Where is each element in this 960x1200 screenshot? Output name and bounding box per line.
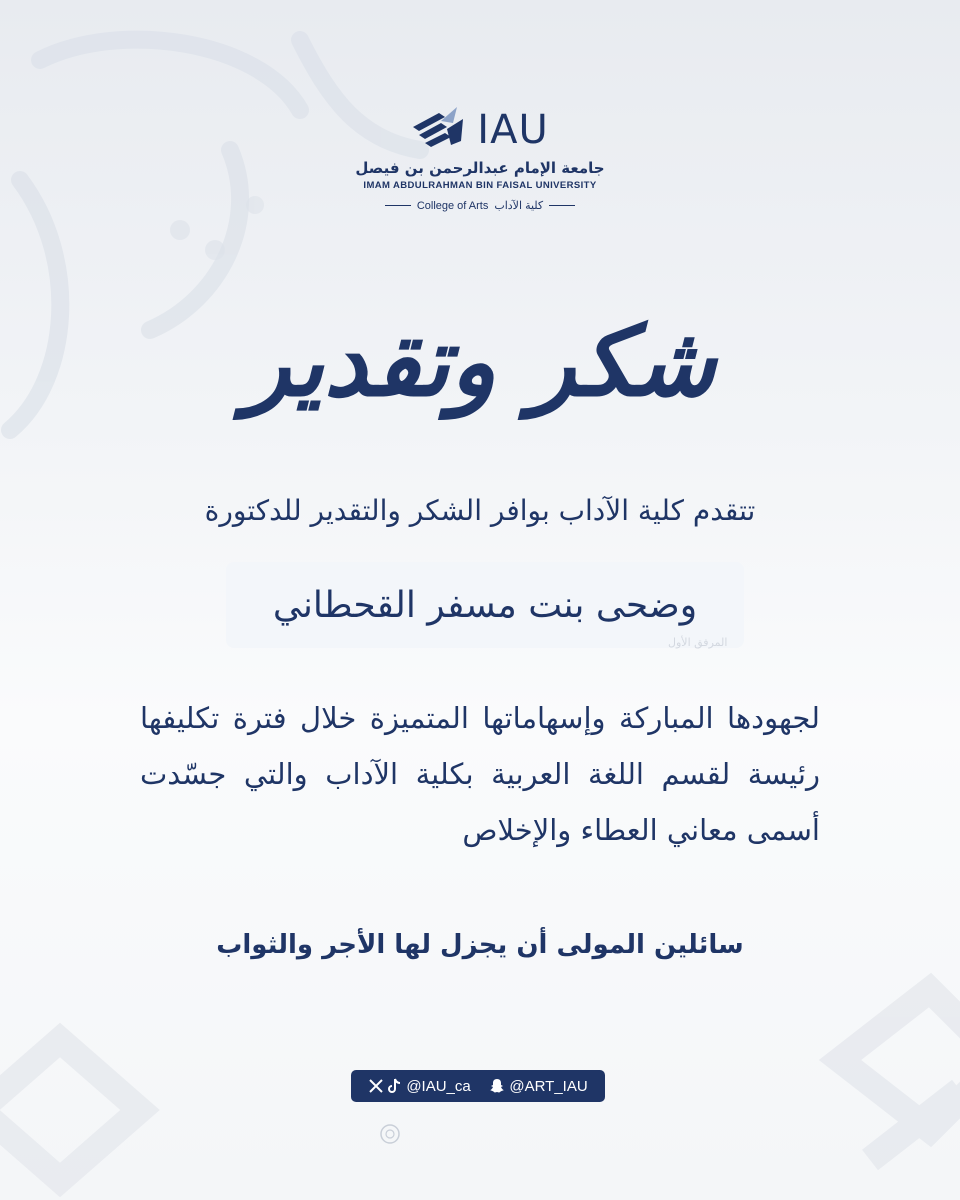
social-group-snapchat[interactable] [489, 1078, 587, 1095]
social-group-x-tiktok[interactable] [368, 1078, 470, 1095]
handle-iau-ca[interactable]: @IAU_ca [406, 1077, 471, 1095]
honoree-name-box [226, 562, 744, 648]
iau-emblem-icon [411, 105, 473, 155]
divider [385, 205, 411, 206]
seal-icon [379, 1123, 401, 1145]
handle-art-iau[interactable]: @ART_IAU [509, 1077, 588, 1095]
divider [549, 205, 575, 206]
logo-wordmark: IAU [477, 107, 549, 153]
snapchat-icon[interactable] [489, 1078, 505, 1094]
x-icon[interactable] [368, 1078, 384, 1094]
university-logo [0, 95, 960, 212]
faint-watermark-text: المرفق الأول [668, 636, 728, 649]
college-line [385, 199, 575, 212]
tiktok-icon[interactable] [388, 1078, 402, 1094]
university-name-arabic: جامعة الإمام عبدالرحمن بن فيصل [355, 159, 605, 177]
college-name-english: College of Arts [416, 199, 489, 212]
closing-text: سائلين المولى أن يجزل لها الأجر والثواب [216, 930, 744, 960]
intro-text: تتقدم كلية الآداب بوافر الشكر والتقدير للدكتورة [204, 494, 756, 527]
social-media-bar [351, 1070, 605, 1102]
title-block [0, 292, 960, 432]
page-title: شكر وتقدير [244, 305, 716, 418]
university-name-english: IMAM ABDULRAHMAN BIN FAISAL UNIVERSITY [363, 180, 597, 191]
body-paragraph: لجهودها المباركة وإسهاماتها المتميزة خلال فترة تكليفها رئيسة لقسم اللغة العربية بكلية الآداب والتي جسّدت أسمى معاني العطاء والإخلاص [140, 701, 820, 847]
college-name-arabic: كلية الآداب [494, 200, 544, 212]
honoree-name: وضحى بنت مسفر القحطاني [272, 584, 698, 626]
